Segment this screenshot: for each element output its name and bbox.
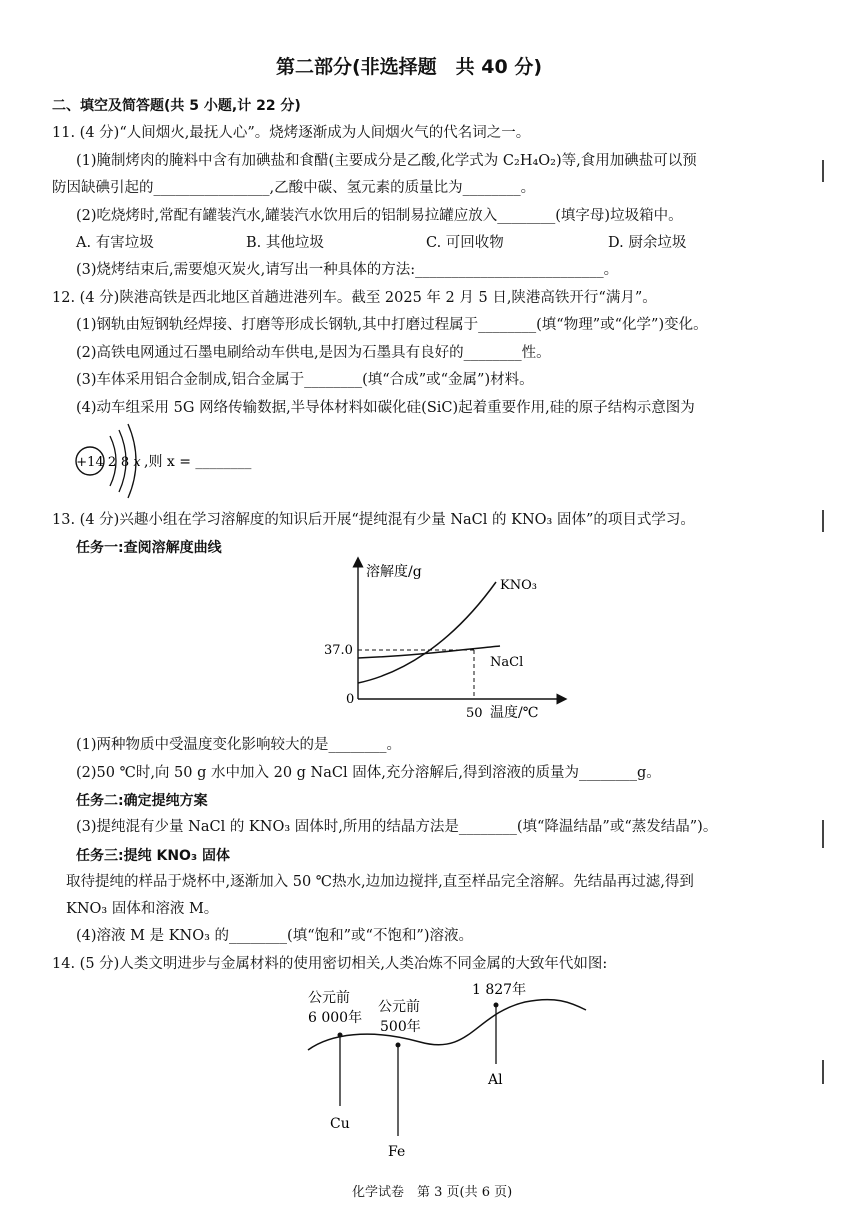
q11-part3: (3)烧烤结束后,需要熄灭炭火,请写出一种具体的方法:__________________________。 [76,262,619,278]
q12-part3: (3)车体采用铝合金制成,铝合金属于________(填“合成”或“金属”)材料。 [76,372,534,388]
q13-task2: 任务二:确定提纯方案 [76,793,208,809]
silicon-atom-diagram [70,418,270,500]
page-title: 第二部分(非选择题 共 40 分) [276,56,543,78]
q11-part1-line2: 防因缺碘引起的________________,乙酸中碳、氢元素的质量比为________。 [52,180,536,196]
x-tick-label: 50 [466,706,483,721]
timeline-point-fe [396,1043,401,1048]
q12-part4: (4)动车组采用 5G 网络传输数据,半导体材料如碳化硅(SiC)起着重要作用,硅的原子结构示意图为 [76,400,695,416]
q12-stem: 12. (4 分)陕港高铁是西北地区首趟进港列车。截至 2025 年 2 月 5 日,陕港高铁开行“满月”。 [52,290,657,306]
q12-part1: (1)钢轨由短钢轨经焊接、打磨等形成长钢轨,其中打磨过程属于________(填“物理”或“化学”)变化。 [76,317,708,333]
timeline-year-al: 1 827年 [472,982,527,998]
q11-option-b: B. 其他垃圾 [246,235,324,251]
metal-timeline-diagram [300,978,590,1163]
q13-task3-text-line1: 取待提纯的样品于烧杯中,逐渐加入 50 ℃热水,边加边搅拌,直至样品完全溶解。先结晶再过滤,得到 [66,874,694,890]
series-label-nacl: NaCl [490,655,524,670]
timeline-year-fe-line2: 500年 [380,1019,421,1035]
q11-part1-line1: (1)腌制烤肉的腌料中含有加碘盐和食醋(主要成分是乙酸,化学式为 C₂H₄O₂)等,食用加碘盐可以预 [76,153,697,169]
timeline-year-fe-line1: 公元前 [378,999,420,1015]
timeline-point-cu [338,1033,343,1038]
scan-mark [822,1060,824,1084]
q11-option-a: A. 有害垃圾 [76,235,154,251]
series-label-kno3: KNO₃ [500,578,537,593]
q13-part4: (4)溶液 M 是 KNO₃ 的________(填“饱和”或“不饱和”)溶液。 [76,928,474,944]
q13-task3: 任务三:提纯 KNO₃ 固体 [76,848,230,864]
timeline-year-cu-line1: 公元前 [308,990,350,1006]
nucleus-charge: +14 [76,455,104,470]
q13-part3: (3)提纯混有少量 NaCl 的 KNO₃ 固体时,所用的结晶方法是________(填“降温结晶”或“蒸发结晶”)。 [76,819,718,835]
section-title: 二、填空及简答题(共 5 小题,计 22 分) [52,98,301,114]
q13-task1: 任务一:查阅溶解度曲线 [76,540,222,556]
scan-mark [822,160,824,182]
y-tick-label: 37.0 [324,643,353,658]
page-footer: 化学试卷 第 3 页(共 6 页) [352,1185,513,1200]
origin-label: 0 [346,692,355,707]
solubility-chart [300,556,600,726]
atom-question: ,则 x = ________ [144,454,252,470]
x-axis-label: 温度/℃ [490,705,539,721]
q12-part2: (2)高铁电网通过石墨电刷给动车供电,是因为石墨具有良好的________性。 [76,345,551,361]
series-curve-kno3 [358,582,496,683]
q11-part2: (2)吃烧烤时,常配有罐装汽水,罐装汽水饮用后的铝制易拉罐应放入________(填字母)垃圾箱中。 [76,208,683,224]
q13-part2: (2)50 ℃时,向 50 g 水中加入 20 g NaCl 固体,充分溶解后,得到溶液的质量为________g。 [76,765,661,781]
q13-stem: 13. (4 分)兴趣小组在学习溶解度的知识后开展“提纯混有少量 NaCl 的 KNO₃ 固体”的项目式学习。 [52,512,695,528]
scan-mark [822,510,824,532]
shell-electrons-1: 2 [107,455,117,470]
timeline-metal-cu: Cu [330,1116,350,1132]
timeline-point-al [494,1003,499,1008]
q11-stem: 11. (4 分)“人间烟火,最抚人心”。烧烤逐渐成为人间烟火气的代名词之一。 [52,125,531,141]
timeline-metal-al: Al [488,1072,503,1088]
q11-option-d: D. 厨余垃圾 [608,235,687,251]
scan-mark [822,820,824,848]
y-axis-label: 溶解度/g [366,564,422,580]
shell-electrons-2: 8 [120,455,130,470]
q13-part1: (1)两种物质中受温度变化影响较大的是________。 [76,737,402,753]
series-curve-nacl [358,646,500,658]
q11-option-c: C. 可回收物 [426,235,504,251]
shell-electrons-3: x [133,455,141,470]
q13-task3-text-line2: KNO₃ 固体和溶液 M。 [66,901,219,917]
timeline-metal-fe: Fe [388,1144,406,1160]
timeline-year-cu-line2: 6 000年 [308,1010,363,1026]
q14-stem: 14. (5 分)人类文明进步与金属材料的使用密切相关,人类冶炼不同金属的大致年代如图: [52,956,608,972]
